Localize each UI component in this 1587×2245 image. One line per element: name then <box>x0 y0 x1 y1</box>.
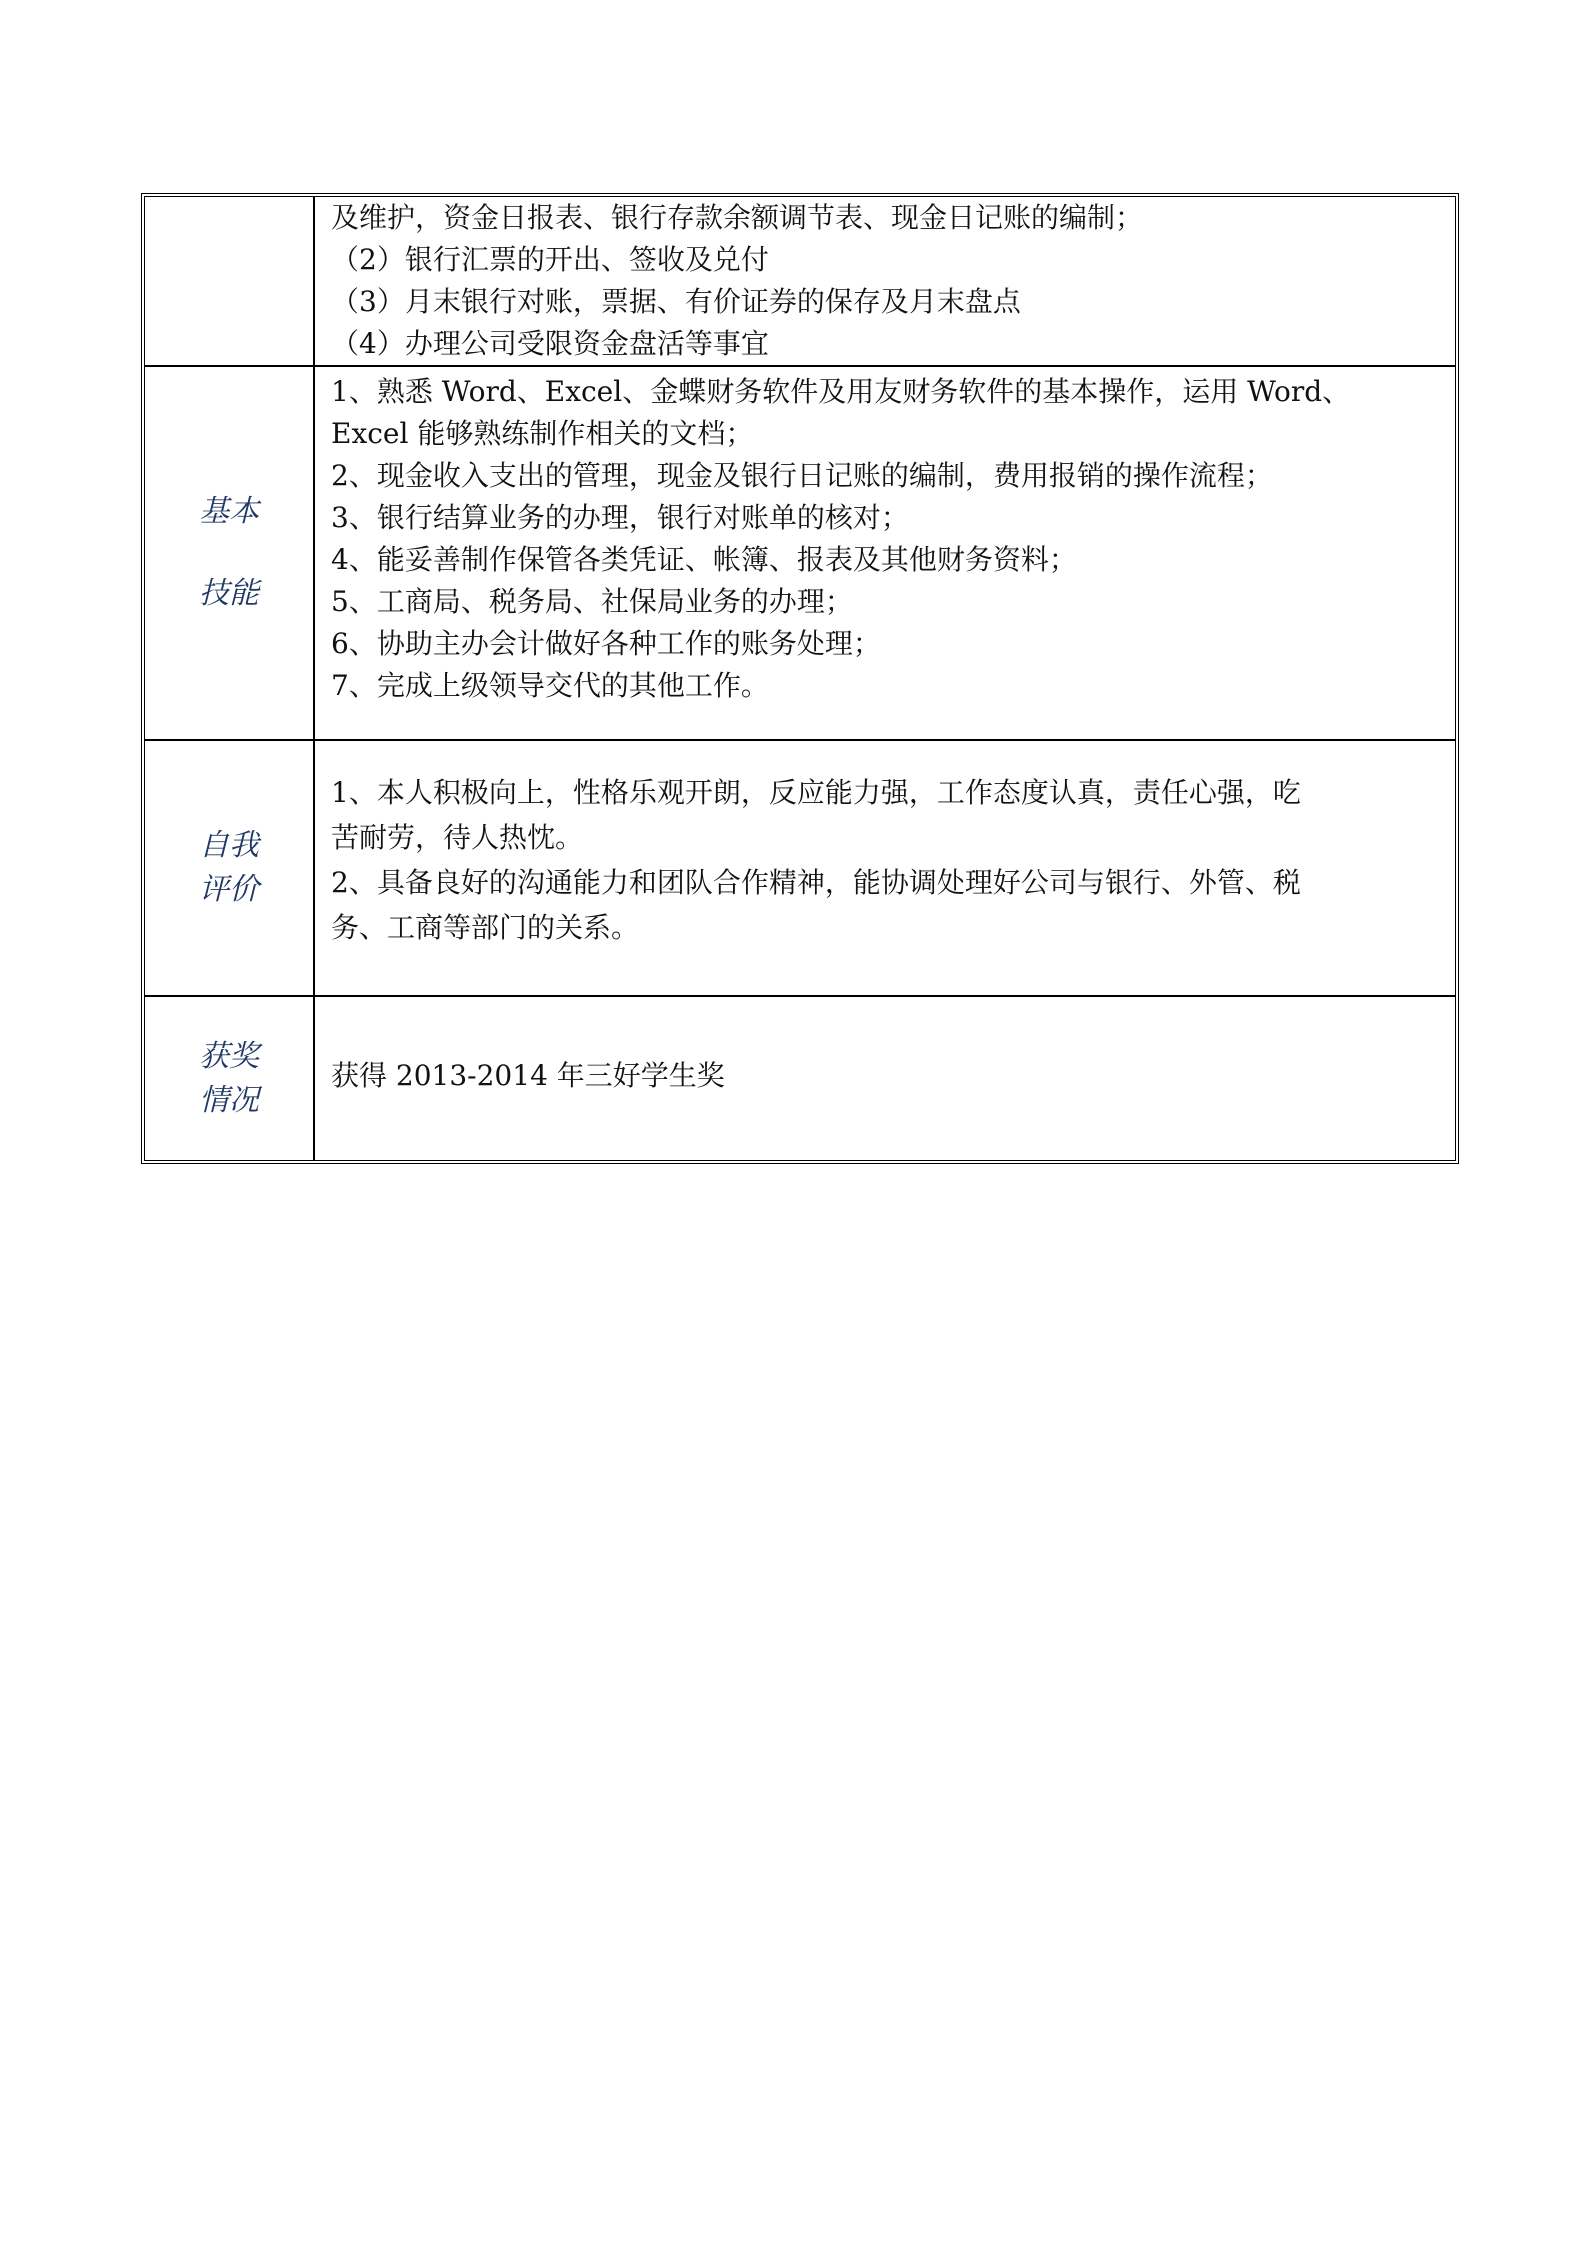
skill-line: 7、完成上级领导交代的其他工作。 <box>331 669 769 702</box>
skill-line: 2、现金收入支出的管理，现金及银行日记账的编制，费用报销的操作流程； <box>331 459 1273 492</box>
skill-line: 5、工商局、税务局、社保局业务的办理； <box>331 585 853 618</box>
evaluation-line: 1、本人积极向上，性格乐观开朗，反应能力强，工作态度认真，责任心强，吃 <box>331 776 1301 809</box>
awards-label-line-2: 情况 <box>199 1082 259 1118</box>
skill-line: 1、熟悉 Word、Excel、金蝶财务软件及用友财务软件的基本操作，运用 Word、 <box>331 375 1351 408</box>
basic-skills-label-line-2: 技能 <box>199 576 259 611</box>
evaluation-line: 务、工商等部门的关系。 <box>331 911 640 944</box>
table-row-self-evaluation <box>145 741 1455 997</box>
award-line: 获得 2013-2014 年三好学生奖 <box>331 1058 725 1092</box>
duties-line: （4）办理公司受限资金盘活等事宜 <box>331 327 769 360</box>
self-evaluation-label <box>145 741 315 995</box>
awards-content-cell <box>315 997 1455 1160</box>
duties-line: 及维护，资金日报表、银行存款余额调节表、现金日记账的编制； <box>331 201 1144 234</box>
duties-content-cell <box>315 197 1455 365</box>
duties-line: （3）月末银行对账，票据、有价证券的保存及月末盘点 <box>331 285 1021 318</box>
duties-line: （2）银行汇票的开出、签收及兑付 <box>331 243 769 276</box>
skill-line: 3、银行结算业务的办理，银行对账单的核对； <box>331 501 909 534</box>
evaluation-line: 苦耐劳，待人热忱。 <box>331 821 584 854</box>
self-evaluation-label-line-1: 自我 <box>199 828 259 863</box>
table-row-basic-skills <box>145 367 1455 741</box>
basic-skills-label-line-1: 基本 <box>199 494 259 529</box>
table-row-duties-continued <box>145 197 1455 367</box>
self-evaluation-content-cell <box>315 741 1455 995</box>
skill-line: 6、协助主办会计做好各种工作的账务处理； <box>331 627 881 660</box>
evaluation-line: 2、具备良好的沟通能力和团队合作精神，能协调处理好公司与银行、外管、税 <box>331 866 1301 899</box>
empty-label-cell <box>145 197 315 365</box>
resume-table <box>141 193 1459 1164</box>
basic-skills-content-cell <box>315 367 1455 739</box>
awards-label <box>145 997 315 1160</box>
self-evaluation-label-line-2: 评价 <box>199 872 259 907</box>
awards-label-line-1: 获奖 <box>199 1038 259 1074</box>
skill-line: Excel 能够熟练制作相关的文档； <box>331 417 754 450</box>
basic-skills-label <box>145 367 315 739</box>
table-row-awards <box>145 997 1455 1160</box>
skill-line: 4、能妥善制作保管各类凭证、帐簿、报表及其他财务资料； <box>331 543 1077 576</box>
